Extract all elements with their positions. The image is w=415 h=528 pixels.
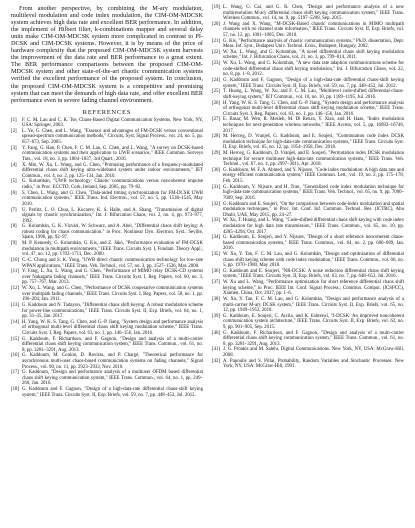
- reference-text: H. Yang, W. K. S. Tang, G. Chen, and G.-P. Jiang, "System design and performance analysis of orthogonal multi-level differential chaos shift keying modulation scheme," IEEE Trans. Circuits Syst. I, Reg. Papers, vol. 63, no. 1, pp. 146–156, Jan. 2016.: [223, 100, 404, 117]
- reference-number: [2]: [11, 128, 17, 134]
- reference-number: [34]: [212, 235, 221, 241]
- reference-text: S. Chen, L. Wang, and G. Chen, "Data-aided timing synchronization for FM-DCSK UWB communication systems," IEEE Trans. Ind. Electron., vol. 57, no. 5, pp. 1538–1545, May 2010.: [22, 190, 203, 207]
- reference-item: [11, 320, 203, 337]
- reference-text: G. Kaddoum and E. Soujeri, "On the comparison between code-index modulation and spatial modulation techniques," in Proc. Int. Conf. Inf. Commun. Technol. Res. (ICTRC), Abu Dhabi, UAE, May 2015, pp. 24–27.: [223, 201, 404, 218]
- reference-text: W. Xu, L. Wang, and G. Chen, "Performance of DCSK cooperative communication systems over multipath fading channels," IEEE Trans. Circuits Syst. I, Reg. Papers, vol. 58, no. 1, pp. 196–204, Jan. 2011.: [22, 286, 203, 303]
- reference-item: [212, 168, 404, 185]
- reference-item: [212, 151, 404, 168]
- reference-item: [11, 146, 203, 163]
- reference-number: [39]: [212, 313, 221, 319]
- reference-number: [18]: [11, 387, 20, 393]
- reference-item: [11, 191, 203, 208]
- reference-text: G. Kaddoum, E. Soujeri, and Y. Nijsure, "Design of a short reference noncoherent chaos-based communication systems," IEEE Trans. Commun., vol. 64, no. 2, pp. 680–689, Jan. 2016.: [223, 235, 404, 252]
- reference-number: [6]: [11, 190, 17, 196]
- reference-text: W. Xu, Y. Tan, F. C. M. Lau, and G. Kolumbán, "Design and optimization of differential chaos shift keying scheme with code index modulation," IEEE Trans. Commun., vol. 66, no. 5, pp. 1970–1980, May 2018.: [223, 252, 404, 269]
- reference-item: [11, 208, 203, 225]
- reference-text: Y. Fang, G. Han, P. Chen, F. C. M. Lau, G. Chen, and L. Wang, "A survey on DCSK-based communication systems and their application to UWB scenarios," IEEE Commun. Surveys Tuts., vol. 18, no. 3, pp. 1804–1837, 3rd Quart., 2016.: [22, 145, 203, 162]
- reference-item: [212, 235, 404, 252]
- reference-number: [41]: [212, 347, 221, 353]
- reference-item: [11, 286, 203, 303]
- reference-item: [11, 269, 203, 286]
- reference-text: M. P. Kennedy, G. Kolumbán, G. Kis, and Z. Jákó, "Performance evaluation of FM-DCSK modulation in multipath environments," IEEE Trans. Circuits Syst. I, Fundam. Theory Appl., vol. 47, no. 12, pp. 1702–1711, Dec. 2000.: [22, 241, 203, 258]
- left-column: [11, 5, 203, 398]
- reference-number: [35]: [212, 252, 221, 258]
- reference-text: H. Yang, W. K. S. Tang, G. Chen, and G.-P. Jiang, "System design and performance analysis of orthogonal multi-level differential chaos shift keying modulation scheme," IEEE Trans. Circuits Syst. I, Reg. Papers, vol. 63, no. 1, pp. 146–156, Jan. 2016.: [22, 319, 203, 336]
- reference-item: [212, 5, 404, 22]
- reference-text: U. Parlitz, L. O. Chua, L. Kocarev, K. S. Halle, and A. Shang, "Transmission of digital signals by chaotic synchronization," Int. J. Bifurcation Chaos, vol. 2, no. 4, pp. 973–977, 1992.: [22, 207, 203, 224]
- reference-item: [212, 101, 404, 118]
- reference-number: [15]: [11, 336, 20, 342]
- reference-number: [13]: [11, 302, 20, 308]
- reference-number: [36]: [212, 268, 221, 274]
- reference-text: G. Kaddoum, F. Richardson, and F. Gagnon, "Design and analysis of a multi-carrier differential chaos shift keying communication system," IEEE Trans. Commun., vol. 61, no. 8, pp. 3281–3291, Aug. 2013.: [223, 330, 404, 347]
- reference-item: [11, 241, 203, 258]
- reference-text: A. Papoulis and S. Pillai, Probability, Random Variables and Stochastic Processes. New York, NY, USA: McGraw-Hill, 1991.: [223, 358, 404, 370]
- reference-number: [1]: [11, 117, 17, 123]
- reference-number: [7]: [11, 207, 17, 213]
- reference-number: [21]: [212, 38, 221, 44]
- reference-number: [8]: [11, 224, 17, 230]
- reference-item: [11, 370, 203, 387]
- references-list-left: [11, 118, 203, 399]
- reference-item: [212, 359, 404, 370]
- reference-number: [38]: [212, 297, 221, 302]
- reference-text: G. Kaddoum and E. Soujeri, "NR-DCSK: A noise reduction differential chaos shift keying system," IEEE Trans. Circuits Syst. II, Exp. Briefs, vol. 63, no. 7, pp. 648–652, Jul. 2016.: [223, 268, 404, 280]
- reference-number: [9]: [11, 241, 17, 247]
- reference-text: M. Herceg, D. Vranješ, G. Kaddoum, and E. Soujeri, "Commutation code index DCSK modulation technique for high-data-rate communication systems," IEEE Trans. Circuits Syst. II, Exp. Briefs, vol. 65, no. 12, pp. 1954–1958, Dec. 2018.: [223, 134, 404, 151]
- reference-number: [19]: [212, 5, 221, 10]
- reference-number: [16]: [11, 353, 20, 359]
- reference-text: G. Kaddoum and F. Gagnon, "Design of a high-data-rate differential chaos-shift keying system," IEEE Trans. Circuits Syst. II, Exp. Briefs, vol. 59, no. 7, pp. 448–452, Jul. 2012.: [22, 387, 203, 398]
- reference-item: [212, 331, 404, 348]
- reference-text: W. Xu, L. Wang, and G. Kolumbán, "A novel differential chaos shift keying modulation scheme," Int. J. Bifurcation Chaos, vol. 21, no. 3, pp. 799–814, 2011.: [223, 49, 404, 61]
- reference-text: F. C. M. Lau and C. K. Tse, Chaos-Based Digital Communication Systems. New York, NY, USA: Springer, 2003.: [22, 117, 203, 129]
- reference-text: J. Wang and X. Wang, "M-DCSK-Based chaotic communications in MIMO multipath channels with no channel state information," IEEE Trans. Circuits Syst. II, Exp. Briefs, vol. 57, no. 12, pp. 1001–1005, Dec. 2010.: [223, 21, 404, 38]
- reference-number: [40]: [212, 330, 221, 336]
- reference-item: [11, 353, 203, 370]
- reference-text: L. Wang, G. Cai, and G. R. Chen, "Design and performance analysis of a new multiresolution M-ary differential chaos shift keying communication system," IEEE Trans. Wireless Commun., vol. 14, no. 9, pp. 5197–5208, Sep. 2015.: [223, 5, 404, 22]
- reference-text: G. Kaddoum, M. Coulon, D. Roviras, and P. Chargé, "Theoretical performance for asynchronous multi-user chaos-based communication systems on fading channels," Signal Process., vol. 90, no. 11, pp. 2923–2933, Nov. 2010.: [22, 353, 203, 370]
- reference-item: [11, 303, 203, 320]
- reference-number: [31]: [212, 184, 221, 190]
- reference-text: W. Xu, Y. Tan, F. C. M. Lau, and G. Kolumbán, "Design and performance analysis of a multi-carrier M-ary DCSK system," IEEE Trans. Circuits Syst. II, Exp. Briefs, vol. 65, no. 12, pp. 1949–1953, 2018.: [223, 297, 404, 314]
- reference-item: [11, 163, 203, 180]
- references-heading: REFERENCES: [82, 108, 132, 116]
- reference-text: X. Min, W. Xu, L. Wang, and G. Chen, "Promising performance of a frequency-modulated differential chaos shift keying ultra-wideband system under indoor environments," IET Commun., vol. 4, no. 2, pp. 125–134, Jan. 2010.: [22, 162, 203, 179]
- reference-text: E. Basar, M. Wen, R. Mesleh, M. Di Renzo, Y. Xiao, and H. Haas, "Index modulation techniques for next-generation wireless networks," IEEE Access, vol. 5, pp. 16693–16746, 2017.: [223, 117, 404, 134]
- reference-text: G. Kaddoum, M. F. A. Ahmed, and Y. Nijsure, "Code index modulation: A high data rate and energy efficient communication system," IEEE Commun. Lett., vol. 19, no. 2, pp. 175–178, Feb. 2015.: [223, 167, 404, 185]
- reference-number: [32]: [212, 201, 221, 207]
- reference-number: [20]: [212, 21, 221, 27]
- reference-item: [212, 117, 404, 134]
- reference-text: G. Kis, "Performance analysis of chaotic communication systems," Ph.D. dissertation, Dept. Meas. Inf. Syst., Budapest Univ. Technol. Econ., Budapest, Hungary, 2002.: [223, 38, 404, 50]
- reference-item: [212, 89, 404, 100]
- reference-item: [212, 297, 404, 314]
- reference-item: [212, 50, 404, 61]
- references-list-right: [212, 5, 404, 370]
- reference-item: [11, 118, 203, 129]
- reference-number: [30]: [212, 167, 221, 173]
- reference-item: [11, 258, 203, 269]
- reference-text: M. Herceg, G. Kaddoum, D. Vranješ, and E. Soujeri, "Permutation index DCSK modulation technique for secure multiuser high-data-rate communication systems," IEEE Trans. Veh. Technol., vol. 67, no. 4, pp. 2997–3011, Apr. 2018.: [223, 151, 404, 168]
- reference-number: [3]: [11, 145, 17, 151]
- reference-text: G. Kaddoum, E. Soujeri, C. Arcila, and K. Eshteiwi, "I-DCSK: An improved noncoherent communication system architecture," IEEE Trans. Circuits Syst. II, Exp. Briefs, vol. 62, no. 9, pp. 901–905, Sep. 2015.: [223, 313, 404, 330]
- reference-text: Y. Fang, L. Xu, L. Wang, and G. Chen, "Performance of MIMO relay DCSK-CD systems over Nakagami fading channels," IEEE Trans. Circuits Syst. I, Reg. Papers, vol. 60, no. 3, pp. 757–767, Mar. 2013.: [22, 269, 203, 286]
- reference-number: [17]: [11, 370, 20, 376]
- reference-item: [212, 39, 404, 50]
- reference-item: [212, 22, 404, 39]
- reference-item: [11, 224, 203, 241]
- reference-item: [212, 314, 404, 331]
- reference-number: [37]: [212, 280, 221, 286]
- reference-number: [5]: [11, 179, 17, 185]
- reference-number: [24]: [212, 78, 221, 84]
- reference-number: [23]: [212, 61, 221, 67]
- reference-number: [26]: [212, 100, 221, 106]
- reference-text: W. Xu, T. Huang, and L. Wang, "Code-shifted differential chaos shift keying with code index modulation for high data rate transmission," IEEE Trans. Commun., vol. 65, no. 10, pp. 4285–4294, Oct. 2017.: [223, 218, 404, 235]
- reference-item: [212, 252, 404, 269]
- reference-text: L. Ye, G. Chen, and L. Wang, "Essence and advantages of FM-DCSK versus conventional spread-spectrum communication methods," Circuits, Syst. Signal Process., vol. 24, no. 5, pp. 657–673, Sep. 2005.: [22, 128, 203, 146]
- reference-number: [4]: [11, 162, 17, 168]
- reference-text: G. Kolumbán, "UWB technology: Chaotic communications versus noncoherent impulse radio," in Proc. ECCTD, Cork, Ireland, Sep. 2005, pp. 79–82.: [22, 179, 203, 190]
- reference-text: G. Kolumbán, G. K. Vizvári, W. Schwarz, and A. Abel, "Differential chaos shift keying: A robust coding for chaos communication," in Proc. Nonlinear Dyn. Electron. Syst., Seville, Spain, 1996, pp. 92–97.: [22, 224, 203, 241]
- reference-item: [212, 61, 404, 78]
- reference-item: [212, 269, 404, 280]
- reference-number: [27]: [212, 117, 221, 123]
- reference-item: [212, 134, 404, 151]
- reference-number: [11]: [11, 269, 19, 275]
- reference-item: [11, 129, 203, 146]
- body-paragraph: From another perspective, by combining the M-ary modulation, multilevel modulation and code index modulation, the CIM-OM-MDCSK system achieves high data rate and excellent BER performance. In addition, the implement of Hilbert filter, k-combinations mapper and several delay units make CIM-OM-MDCSK system more complicated in contrast to PI-DCSK and CIM-DCSK systems. However, it is by means of the price of hardware complexity that the proposed CIM-OM-MDCSK system harvests the improvement of the data rate and BER performance to a great extent. The BER performance comparisons between the proposed CIM-OM-MDCSK system and other state-of-the-art chaotic communication systems verified the excellent performance of the proposed system. In conclusion, the proposed CIM-OM-MDCSK system is a competitive and promising system that can meet the demands of high data rate, and offer excellent BER performance even in severe fading channel environment.: [11, 5, 203, 104]
- reference-number: [12]: [11, 286, 20, 292]
- right-column: [212, 5, 404, 370]
- reference-item: [212, 218, 404, 235]
- reference-item: [212, 280, 404, 297]
- reference-text: G. Kaddoum, F. Richardson, and F. Gagnon, "Design and analysis of a multi-carrier differential chaos shift keying communication system," IEEE Trans. Commun., vol. 61, no. 8, pp. 3281–3291, Aug. 2013.: [22, 336, 203, 353]
- reference-number: [29]: [212, 151, 221, 157]
- reference-text: J. G. Proakis and M. Salehi, Digital Communications. New York, NY, USA: McGraw-Hill, 2008.: [223, 347, 404, 359]
- reference-item: [212, 202, 404, 219]
- reference-item: [212, 78, 404, 89]
- reference-number: [25]: [212, 89, 221, 95]
- reference-text: G. Kaddoum and N. Tadayon, "Differential chaos shift keying: A robust modulation scheme for power-line communications," IEEE Trans. Circuits Syst. II, Exp. Briefs, vol. 64, no. 1, pp. 31–35, Jan. 2017.: [22, 302, 203, 320]
- reference-text: G. Kaddoum, Y. Nijsure, and H. Tran, "Generalized code index modulation technique for high-data-rate communication systems," IEEE Trans. Veh. Technol., vol. 65, no. 9, pp. 7000–7009, Sep. 2016.: [223, 184, 404, 201]
- reference-item: [11, 387, 203, 398]
- reference-item: [11, 337, 203, 354]
- reference-text: C.-C. Chong and S. K. Yong, "UWB direct chaotic communication technology for low-rate WPAN applications," IEEE Trans. Veh. Technol., vol. 57, no. 3, pp. 1527–1536, Mar. 2008.: [22, 258, 203, 269]
- reference-number: [14]: [11, 319, 20, 325]
- reference-text: W. Xu and L. Wang, "Performance optimization for short reference differential chaos shift keying scheme," in Proc. IEEE Int. Conf. Signal Process., Commun. Comput. (ICSPCC), Xiamen, China, Oct. 2017, pp. 1–6.: [223, 280, 404, 297]
- reference-number: [28]: [212, 134, 221, 140]
- reference-item: [212, 347, 404, 358]
- reference-number: [22]: [212, 49, 221, 55]
- reference-number: [42]: [212, 358, 221, 364]
- reference-text: G. Kaddoum, "Design and performance analysis of a multiuser OFDM based differential chaos shift keying communication system," IEEE Trans. Commun., vol. 64, no. 1, pp. 249–260, Jan. 2016.: [22, 370, 203, 387]
- reference-text: G. Kaddoum and F. Gagnon, "Design of a high-data-rate differential chaos-shift keying system," IEEE Trans. Circuits Syst. II, Exp. Briefs, vol. 59, no. 7, pp. 448–452, Jul. 2012.: [223, 78, 404, 89]
- reference-item: [11, 179, 203, 190]
- reference-text: T. Huang, L. Wang, W. Xu, and F. C. M. Lau, "Multilevel code-shifted differential-chaos-shift-keying system," IET Commun., vol. 10, no. 10, pp. 1189–1195, Jul. 2016.: [223, 89, 404, 100]
- reference-text: W. Xu, L. Wang, and G. Kolumbán, "A new data rate adaption communications scheme for code-shifted differential chaos shift keying modulation," Int. J. Bifurcation Chaos, vol. 22, no. 8, pp. 1–8, 2012.: [223, 61, 404, 78]
- reference-number: [33]: [212, 218, 221, 224]
- reference-number: [10]: [11, 258, 20, 264]
- reference-item: [212, 185, 404, 202]
